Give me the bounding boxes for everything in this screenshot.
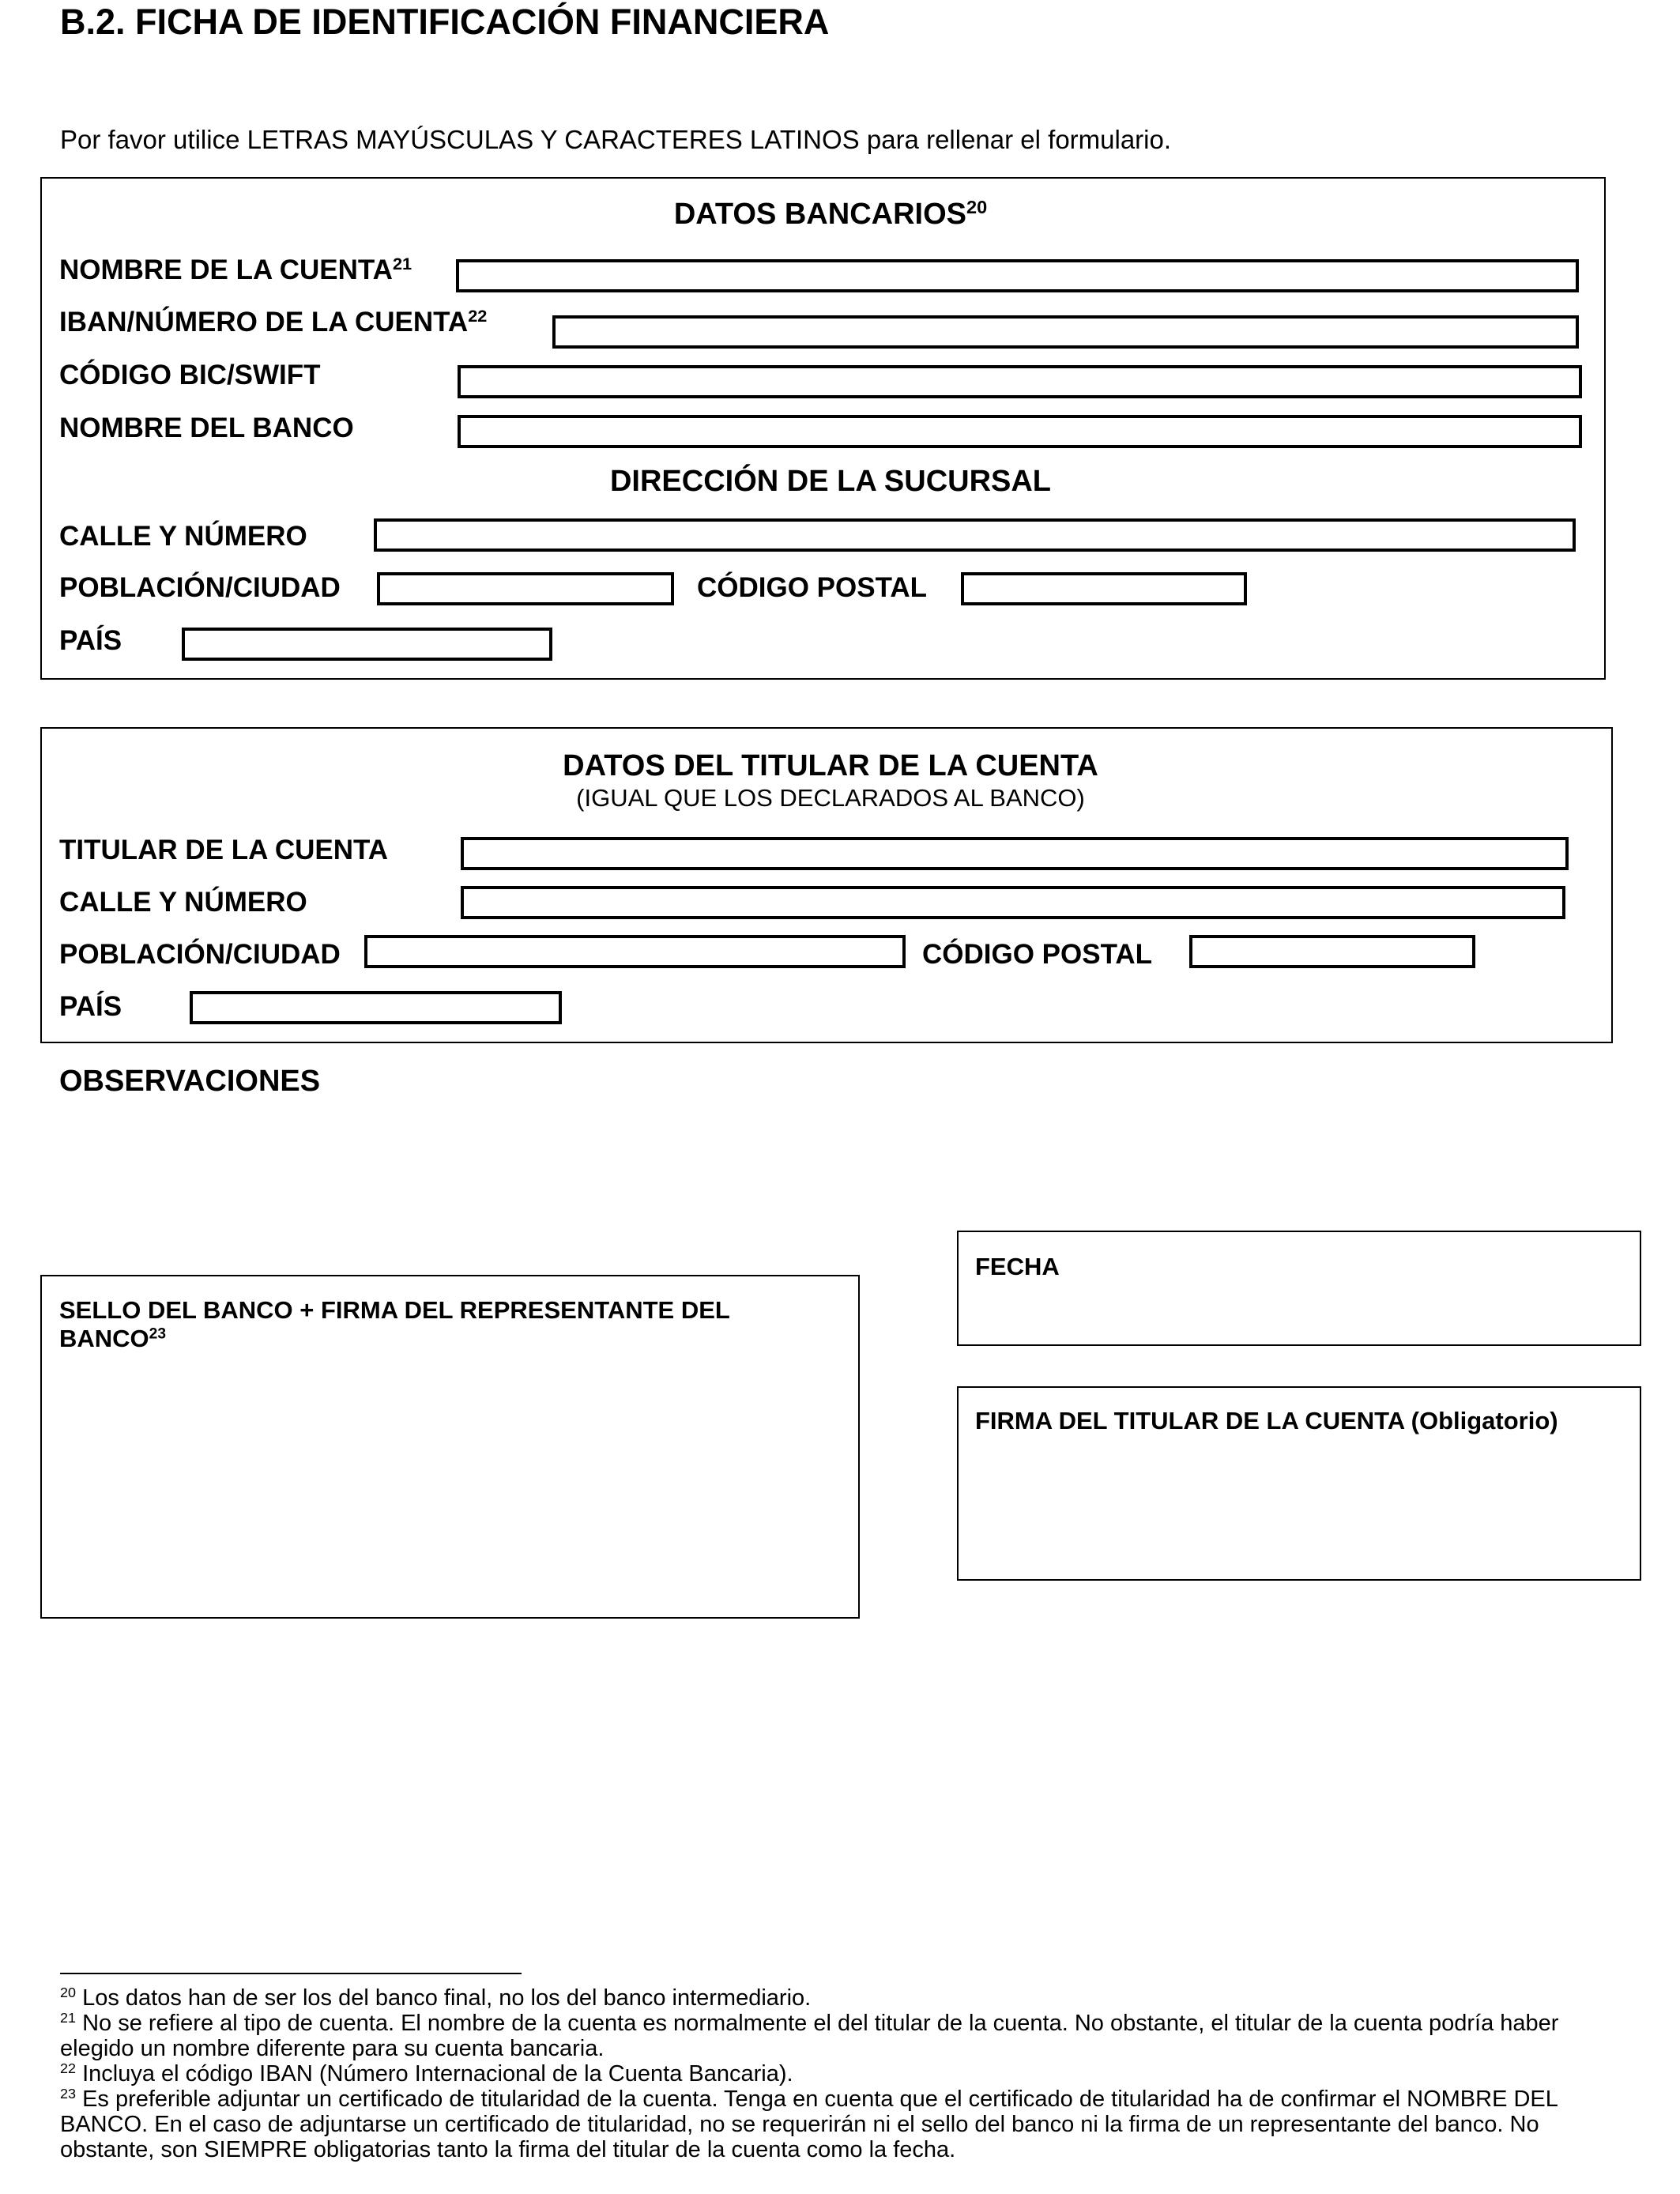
holder-name-field[interactable] [461,837,1569,870]
footnote-ref-20: 20 [966,197,988,218]
observations-label: OBSERVACIONES [59,1065,321,1098]
branch-country-field[interactable] [182,628,552,661]
bank-data-heading-text: DATOS BANCARIOS [673,198,966,231]
holder-name-label: TITULAR DE LA CUENTA [59,835,389,865]
holder-city-field[interactable] [364,935,906,968]
page-title: B.2. FICHA DE IDENTIFICACIÓN FINANCIERA [60,2,830,42]
holder-street-label: CALLE Y NÚMERO [59,887,307,918]
bank-data-heading [40,198,1621,232]
holder-city-label: POBLACIÓN/CIUDAD [59,939,341,970]
iban-label [59,307,487,338]
iban-field[interactable] [552,315,1579,349]
bank-name-field[interactable] [458,415,1582,448]
holder-country-field[interactable] [190,991,562,1024]
footnote-21: $^{21}$ No se refiere al tipo de cuenta. El nombre de la cuenta es normalmente el del titular de la cuenta. No obstante, el titular de la cuenta podría haber elegido un nombre diferente para su cuenta bancaria. [60,2010,1559,2061]
bank-stamp-label-text: SELLO DEL BANCO + FIRMA DEL REPRESENTANTE DEL BANCO [59,1296,730,1352]
branch-postcode-field[interactable] [961,572,1247,605]
holder-country-label: PAÍS [59,991,122,1022]
bic-field[interactable] [458,365,1582,398]
holder-heading: DATOS DEL TITULAR DE LA CUENTA [563,749,1098,782]
date-label: FECHA [975,1253,1060,1280]
holder-signature-label: FIRMA DEL TITULAR DE LA CUENTA (Obligatorio) [975,1407,1558,1434]
footnote-ref-22: 22 [468,306,488,326]
branch-address-heading: DIRECCIÓN DE LA SUCURSAL [609,465,1052,498]
branch-city-label: POBLACIÓN/CIUDAD [59,572,341,603]
branch-city-field[interactable] [377,572,674,605]
holder-postcode-field[interactable] [1189,935,1475,968]
account-name-label-text: NOMBRE DE LA CUENTA [59,254,393,285]
branch-postcode-label: CÓDIGO POSTAL [697,572,928,603]
branch-street-field[interactable] [374,518,1576,552]
instructions-text: Por favor utilice LETRAS MAYÚSCULAS Y CARACTERES LATINOS para rellenar el formulario. [60,125,1172,154]
bic-label: CÓDIGO BIC/SWIFT [59,360,321,390]
branch-country-label: PAÍS [59,625,122,656]
footnote-ref-21: 21 [392,254,412,274]
footnote-separator [60,1973,522,1974]
holder-street-field[interactable] [461,886,1565,919]
holder-postcode-label: CÓDIGO POSTAL [922,939,1153,970]
account-name-field[interactable] [456,259,1579,292]
iban-label-text: IBAN/NÚMERO DE LA CUENTA [59,307,469,337]
account-name-label [59,254,412,286]
bank-stamp-label [59,1296,818,1353]
footnotes [60,1985,1609,2162]
footnote-ref-23: 23 [149,1325,167,1343]
holder-subheading: (IGUAL QUE LOS DECLARADOS AL BANCO) [576,784,1085,812]
branch-street-label: CALLE Y NÚMERO [59,521,307,552]
footnote-23: $^{23}$ Es preferible adjuntar un certificado de titularidad de la cuenta. Tenga en cuenta que el certificado de titularidad ha de confirmar el NOMBRE DEL BANCO. En el caso de adjuntarse un certificado de titularidad, no se requerirán ni el sello del banco ni la firma de un representante del banco. No obstante, son SIEMPRE obligatorias tanto la firma del titular de la cuenta como la fecha. [60,2086,1558,2162]
footnote-22: $^{22}$ Incluya el código IBAN (Número Internacional de la Cuenta Bancaria). [60,2060,793,2087]
footnote-20: $^{20}$ Los datos han de ser los del banco final, no los del banco intermediario. [60,1985,812,2011]
bank-name-label: NOMBRE DEL BANCO [59,413,354,443]
date-box[interactable] [957,1231,1641,1346]
